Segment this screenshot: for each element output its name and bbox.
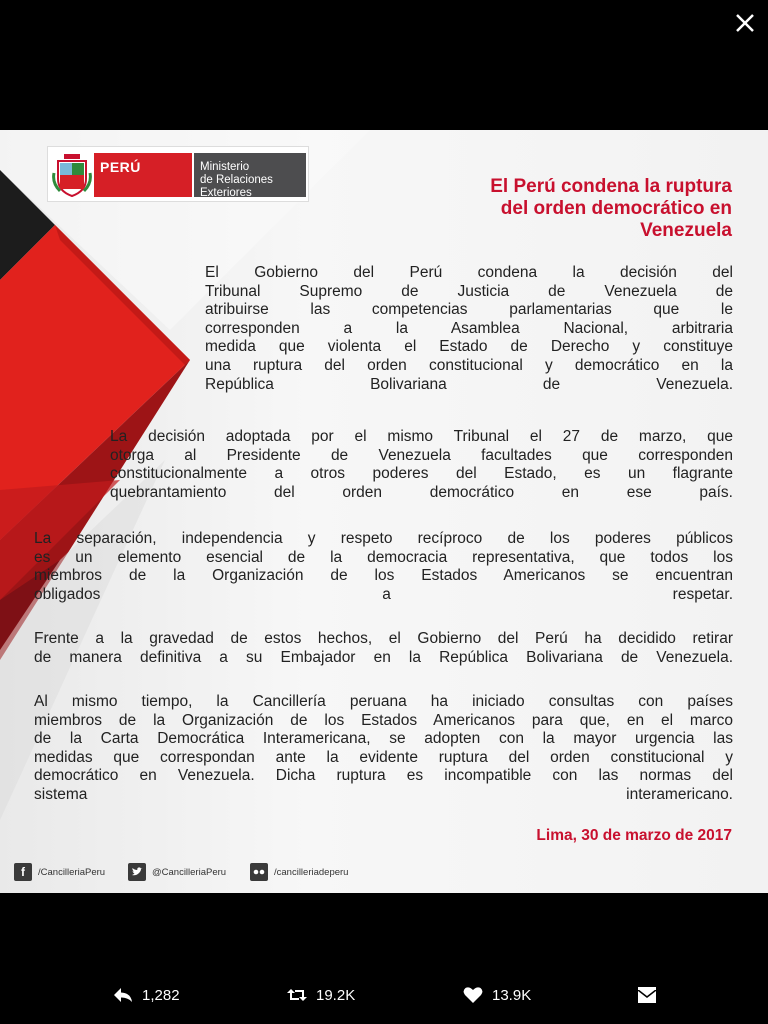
- retweet-button[interactable]: [286, 984, 355, 1006]
- p5-line: medidas que correspondan ante la evidente ruptura del orden constitucional y: [34, 748, 733, 766]
- title-line-3: Venezuela: [640, 220, 732, 241]
- p2-line: constitucionalmente a otros poderes del Estado, es un flagrante: [110, 465, 733, 483]
- peru-wordmark: PERÚ: [100, 159, 141, 175]
- envelope-icon: [636, 984, 658, 1006]
- p5-line: sistema interamericano.: [34, 785, 733, 803]
- heart-icon: [462, 984, 484, 1006]
- p1-line: Tribunal Supremo de Justicia de Venezuela de: [205, 282, 733, 300]
- facebook-handle: /CancilleriaPeru: [38, 866, 106, 878]
- close-icon[interactable]: [734, 12, 756, 34]
- flickr-handle: /cancilleriadeperu: [274, 866, 349, 878]
- flickr-icon: [250, 863, 268, 881]
- p1-line: corresponden a la Asamblea Nacional, arbitraria: [205, 319, 733, 337]
- paragraph-1: [205, 264, 733, 394]
- p5-line: miembros de la Organización de los Estados Americanos para que, en el marco: [34, 711, 733, 729]
- p3-line: es un elemento esencial de la democracia representativa, que todos los: [34, 548, 733, 566]
- peru-brand-tag: [94, 153, 192, 197]
- facebook-icon: f: [14, 863, 32, 881]
- retweet-icon: [286, 984, 308, 1006]
- ministry-line-2: de Relaciones Exteriores: [200, 174, 273, 199]
- p4-line: Frente a la gravedad de estos hechos, el Gobierno del Perú ha decidido retirar: [34, 630, 733, 647]
- p5-line: democrático en Venezuela. Dicha ruptura es incompatible con las normas del: [34, 767, 733, 785]
- direct-message-button[interactable]: [636, 984, 658, 1006]
- twitter-icon: [128, 863, 146, 881]
- paragraph-4: [34, 630, 733, 667]
- p4-line: de manera definitiva a su Embajador en la República Bolivariana de Venezuela.: [34, 648, 733, 666]
- social-facebook: [14, 861, 105, 883]
- p2-line: quebrantamiento del orden democrático en ese país.: [110, 483, 733, 501]
- like-count: 13.9K: [492, 986, 532, 1004]
- p3-line: obligados a respetar.: [34, 585, 733, 603]
- p1-line: una ruptura del orden constitucional y democrático en la: [205, 356, 733, 374]
- p3-line: La separación, independencia y respeto recíproco de los poderes públicos: [34, 530, 733, 547]
- title-line-1: El Perú condena la ruptura: [490, 176, 732, 197]
- social-flickr: [250, 861, 348, 883]
- statement-title: [352, 176, 732, 242]
- p5-line: de la Carta Democrática Interamericana, se adopten con la mayor urgencia las: [34, 730, 733, 748]
- paragraph-3: [34, 530, 733, 604]
- p1-line: atribuirse las competencias parlamentarias que le: [205, 301, 733, 319]
- reply-count: 1,282: [142, 986, 180, 1004]
- p1-line: medida que violenta el Estado de Derecho y constituye: [205, 338, 733, 356]
- social-twitter: [128, 861, 226, 883]
- p5-line: Al mismo tiempo, la Cancillería peruana ha iniciado consultas con países: [34, 693, 733, 710]
- statement-date: Lima, 30 de marzo de 2017: [536, 827, 732, 844]
- like-button[interactable]: [462, 984, 531, 1006]
- p2-line: La decisión adoptada por el mismo Tribunal el 27 de marzo, que: [110, 428, 733, 445]
- ministry-line-1: Ministerio: [200, 161, 250, 173]
- retweet-count: 19.2K: [316, 986, 356, 1004]
- tweet-action-bar: [0, 978, 768, 1014]
- coat-of-arms-icon: [52, 153, 92, 197]
- ministry-logo: [47, 146, 309, 202]
- twitter-handle: @CancilleriaPeru: [152, 866, 227, 878]
- title-line-2: del orden democrático en: [500, 198, 732, 219]
- statement-image: [0, 130, 768, 893]
- p2-line: otorga al Presidente de Venezuela facultades que corresponden: [110, 446, 733, 464]
- reply-button[interactable]: [112, 984, 180, 1006]
- p1-line: República Bolivariana de Venezuela.: [205, 375, 733, 393]
- p3-line: miembros de la Organización de los Estados Americanos se encuentran: [34, 567, 733, 585]
- reply-icon: [112, 984, 134, 1006]
- paragraph-5: [34, 693, 733, 805]
- paragraph-2: [110, 428, 733, 502]
- p1-line: El Gobierno del Perú condena la decisión del: [205, 264, 733, 281]
- ministry-name: [194, 153, 306, 197]
